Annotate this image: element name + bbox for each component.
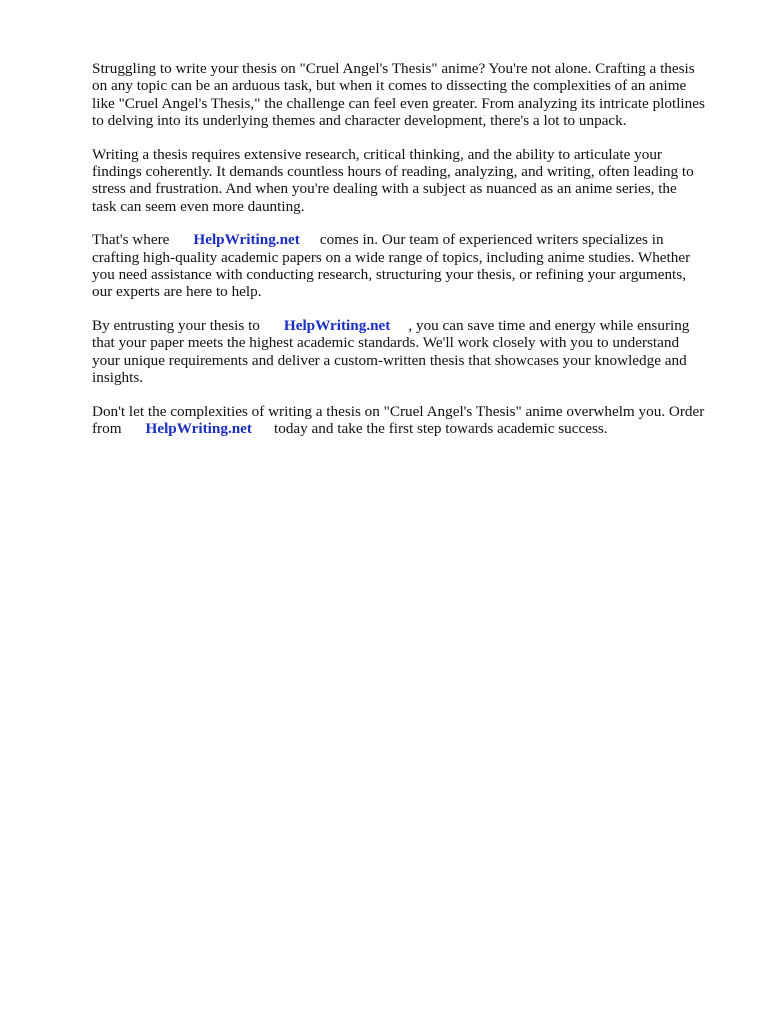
paragraph-line: findings coherently. It demands countless hours of reading, analyzing, and writing, often leading to — [92, 163, 694, 181]
paragraph-line: that your paper meets the highest academic standards. We'll work closely with you to understand — [92, 334, 680, 352]
paragraph-line: crafting high-quality academic papers on a wide range of topics, including anime studies. Whether — [92, 248, 691, 266]
paragraph-line: task can seem even more daunting. — [92, 197, 305, 215]
paragraph-service — [92, 231, 732, 301]
paragraph-line — [92, 231, 732, 248]
paragraph-line: our experts are here to help. — [92, 283, 262, 301]
paragraph-call-to-action — [92, 403, 732, 438]
paragraph-text: from — [92, 419, 122, 437]
paragraph-line: Writing a thesis requires extensive research, critical thinking, and the ability to articulate your — [92, 145, 662, 163]
paragraph-line: insights. — [92, 369, 144, 387]
paragraph-line: like "Cruel Angel's Thesis," the challenge can feel even greater. From analyzing its intricate plotlines — [92, 94, 705, 112]
paragraph-line: you need assistance with conducting research, structuring your thesis, or refining your arguments, — [92, 266, 686, 284]
paragraph-intro — [92, 60, 732, 130]
paragraph-text: By entrusting your thesis to — [92, 316, 260, 334]
paragraph-text: , you can save time and energy while ensuring — [408, 316, 690, 334]
paragraph-line: on any topic can be an arduous task, but when it comes to dissecting the complexities of an anime — [92, 77, 687, 95]
paragraph-line — [92, 420, 732, 437]
paragraph-line: to delving into its underlying themes and character development, there's a lot to unpack. — [92, 112, 627, 130]
document-body — [92, 60, 732, 453]
helpwriting-link[interactable]: HelpWriting.net — [283, 316, 391, 334]
paragraph-line: your unique requirements and deliver a custom-written thesis that showcases your knowledge and — [92, 351, 687, 369]
paragraph-line — [92, 317, 732, 334]
helpwriting-link[interactable]: HelpWriting.net — [145, 419, 252, 437]
paragraph-difficulty — [92, 146, 732, 216]
paragraph-text: That's where — [92, 231, 170, 249]
paragraph-line: stress and frustration. And when you're dealing with a subject as nuanced as an anime series, the — [92, 180, 677, 198]
helpwriting-link[interactable]: HelpWriting.net — [193, 231, 300, 249]
paragraph-line: Struggling to write your thesis on "Cruel Angel's Thesis" anime? You're not alone. Crafting a thesis — [92, 60, 695, 77]
paragraph-line: Don't let the complexities of writing a thesis on "Cruel Angel's Thesis" anime overwhelm you. Order — [92, 402, 705, 420]
paragraph-text: today and take the first step towards academic success. — [274, 419, 608, 437]
paragraph-benefits — [92, 317, 732, 387]
paragraph-text: comes in. Our team of experienced writers specializes in — [319, 231, 664, 249]
